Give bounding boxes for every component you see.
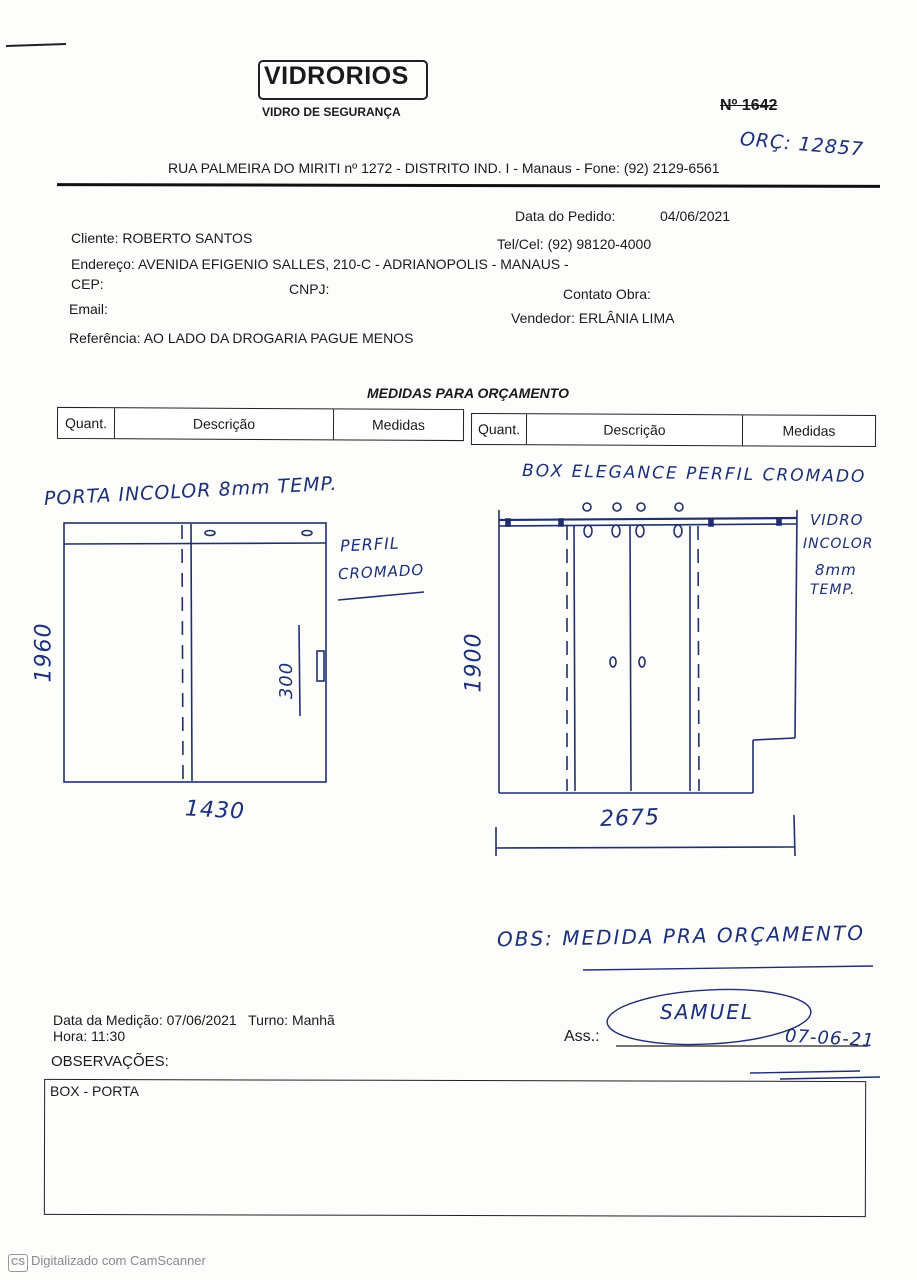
company-address: RUA PALMEIRA DO MIRITI nº 1272 - DISTRITO IND. I - Manaus - Fone: (92) 2129-6561 — [168, 160, 720, 176]
client-name: ROBERTO SANTOS — [122, 230, 253, 246]
right-note-8mm: 8mm — [815, 561, 857, 579]
signature-date: 07-06-21 — [784, 1025, 876, 1052]
order-date-value: 04/06/2021 — [660, 208, 731, 224]
col-quant: Quant. — [58, 408, 115, 438]
section-title: MEDIDAS PARA ORÇAMENTO — [367, 385, 569, 401]
observations-text: BOX - PORTA — [50, 1083, 139, 1099]
left-note-perfil: PERFIL — [339, 533, 401, 556]
shift-label: Turno: — [248, 1012, 289, 1028]
email-label: Email: — [69, 301, 108, 317]
scanner-text: Digitalizado com CamScanner — [31, 1253, 206, 1268]
seller-value: ERLÂNIA LIMA — [578, 310, 675, 326]
order-number: Nº 1642 — [720, 97, 778, 114]
client-label: Cliente: — [71, 230, 119, 246]
signature-label: Ass.: — [564, 1028, 600, 1045]
right-sketch-title: BOX ELEGANCE PERFIL CROMADO — [521, 460, 867, 488]
left-sketch-title: PORTA INCOLOR 8mm TEMP. — [43, 472, 338, 510]
address-value: AVENIDA EFIGENIO SALLES, 210-C - ADRIANOPOLIS - MANAUS - — [137, 256, 569, 272]
right-height-dim: 1900 — [461, 632, 487, 693]
measurement-date-value: 07/06/2021 — [166, 1012, 237, 1028]
left-handle-dim: 300 — [276, 661, 298, 700]
reference-label: Referência: — [69, 330, 141, 346]
left-door-sketch — [64, 523, 424, 782]
left-width-dim: 1430 — [184, 796, 246, 825]
col-descricao-2: Descrição — [527, 414, 743, 445]
measurement-date-label: Data da Medição: — [53, 1012, 163, 1028]
company-tagline: VIDRO DE SEGURANÇA — [262, 105, 401, 119]
measurement-date-field — [53, 1012, 335, 1028]
right-note-vidro: VIDRO — [810, 511, 864, 529]
col-descricao: Descrição — [115, 408, 334, 439]
orc-handwritten-note: ORÇ: 12857 — [739, 128, 865, 161]
right-note-temp: TEMP. — [810, 582, 856, 598]
left-note-cromado: CROMADO — [337, 560, 425, 584]
camscanner-logo-icon: CS — [8, 1254, 28, 1272]
reference-value: AO LADO DA DROGARIA PAGUE MENOS — [143, 330, 414, 346]
col-quant-2: Quant. — [472, 414, 527, 444]
obs-handwritten-note: OBS: MEDIDA PRA ORÇAMENTO — [496, 920, 866, 952]
right-note-incolor: INCOLOR — [803, 536, 874, 552]
shift-value: Manhã — [291, 1012, 335, 1028]
contact-label: Contato Obra: — [563, 286, 651, 302]
left-height-dim: 1960 — [31, 622, 57, 683]
cep-label: CEP: — [71, 276, 104, 292]
cnpj-label: CNPJ: — [289, 281, 330, 297]
col-medidas: Medidas — [371, 416, 425, 433]
right-box-sketch — [496, 503, 797, 856]
time-value: 11:30 — [91, 1028, 126, 1044]
observations-label: OBSERVAÇÕES: — [51, 1053, 169, 1070]
time-field — [53, 1028, 125, 1044]
scanner-watermark — [8, 1253, 206, 1272]
signature-name: SAMUEL — [660, 1000, 755, 1024]
company-logo: VIDRORIOS — [264, 62, 409, 90]
col-medidas-2: Medidas — [782, 422, 836, 439]
observations-box — [44, 1079, 866, 1217]
order-date-label: Data do Pedido: — [515, 208, 616, 224]
address-label: Endereço: — [71, 256, 135, 272]
seller-label: Vendedor: — [511, 310, 575, 326]
phone-label: Tel/Cel: — [497, 236, 544, 252]
phone-value: (92) 98120-4000 — [547, 236, 652, 252]
time-label: Hora: — [53, 1028, 88, 1044]
right-width-dim: 2675 — [599, 804, 661, 833]
